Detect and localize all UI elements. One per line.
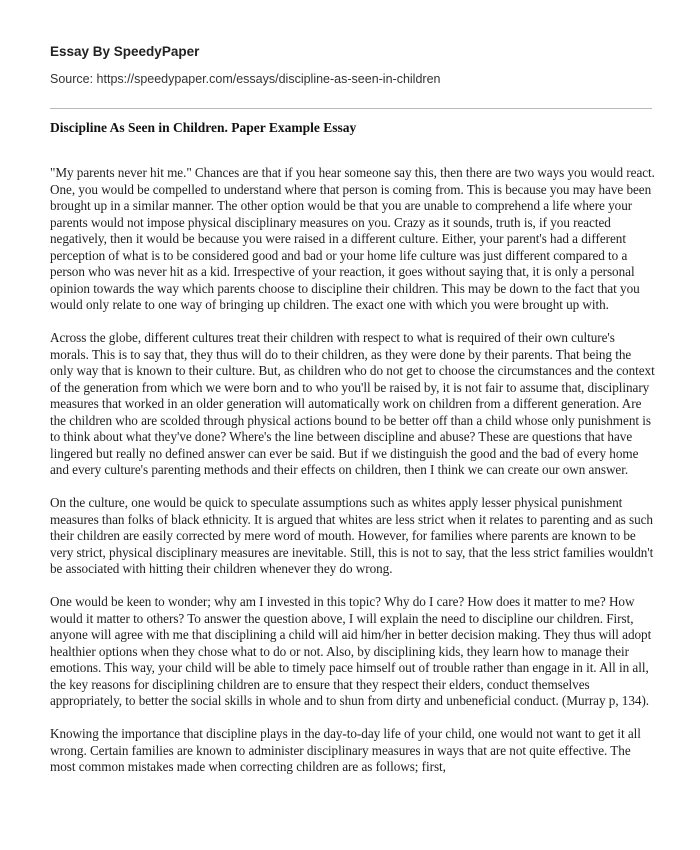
paragraph-2: Across the globe, different cultures treat their children with respect to what is required of their own culture's morals. This is to say that, they thus will do to their children, as they were done by their parents. That being the only way that is known to their culture. But, as children who do not get to choose the circumstances and the context of the generation from which we were born and to who you'll be raised by, it is not fair to assume that, disciplinary measures that worked in an older generation will automatically work on children from a different generation. Are the children who are scolded through physical actions bound to be better off than a child whose only punishment is to think about what they've done? Where's the line between discipline and abuse? These are questions that have lingered but really no defined answer can ever be said. But if we distinguish the good and the bad of every home and every culture's parenting methods and their effects on children, then I think we can create our own answer. — [50, 330, 655, 477]
source-line: Source: https://speedypaper.com/essays/discipline-as-seen-in-children — [50, 72, 441, 86]
paragraph-5: Knowing the importance that discipline plays in the day-to-day life of your child, one would not want to get it all wrong. Certain families are known to administer disciplinary measures in ways that are not quite effective. The most common mistakes made when correcting children are as follows; first, — [50, 726, 641, 774]
essay-body — [50, 165, 655, 792]
brand-heading: Essay By SpeedyPaper — [50, 44, 200, 59]
essay-title: Discipline As Seen in Children. Paper Example Essay — [50, 120, 357, 135]
header-divider — [50, 108, 652, 109]
paragraph-3: On the culture, one would be quick to speculate assumptions such as whites apply lesser physical punishment measures than folks of black ethnicity. It is argued that whites are less strict when it relates to parenting and as such their children are easily corrected by mere word of mouth. However, for families where parents are known to be very strict, physical disciplinary measures are inevitable. Still, this is not to say, that the less strict families wouldn't be associated with hitting their children whenever they do wrong. — [50, 495, 654, 576]
paragraph-4: One would be keen to wonder; why am I invested in this topic? Why do I care? How does it matter to me? How would it matter to others? To answer the question above, I will explain the need to discipline our children. First, anyone will agree with me that disciplining a child will aid him/her in better decision making. They thus will adopt healthier options when they chose what to do or not. Also, by disciplining kids, they learn how to manage their emotions. This way, your child will be able to timely pace himself out of trouble rather than engage in it. All in all, the key reasons for disciplining children are to ensure that they respect their elders, conduct themselves appropriately, to better the social skills in whole and to shun from dirty and unbeneficial conduct. (Murray p, 134). — [50, 594, 652, 708]
paragraph-1: "My parents never hit me." Chances are that if you hear someone say this, then there are two ways you would react. One, you would be compelled to understand where that person is coming from. This is because you may have been brought up in a similar manner. The other option would be that you are unable to comprehend a life where your parents would not impose physical disciplinary measures on you. Crazy as it sounds, truth is, if you reacted negatively, then it would be because you were raised in a different culture. Either, your parent's had a different perception of what is to be considered good and bad or your home life culture was just different compared to a person who was never hit as a kid. Irrespective of your reaction, it goes without saying that, it is only a personal opinion towards the way which parents choose to discipline their children. This may be down to the fact that you would only relate to one way of bringing up children. The exact one with which you were brought up with. — [50, 165, 655, 312]
